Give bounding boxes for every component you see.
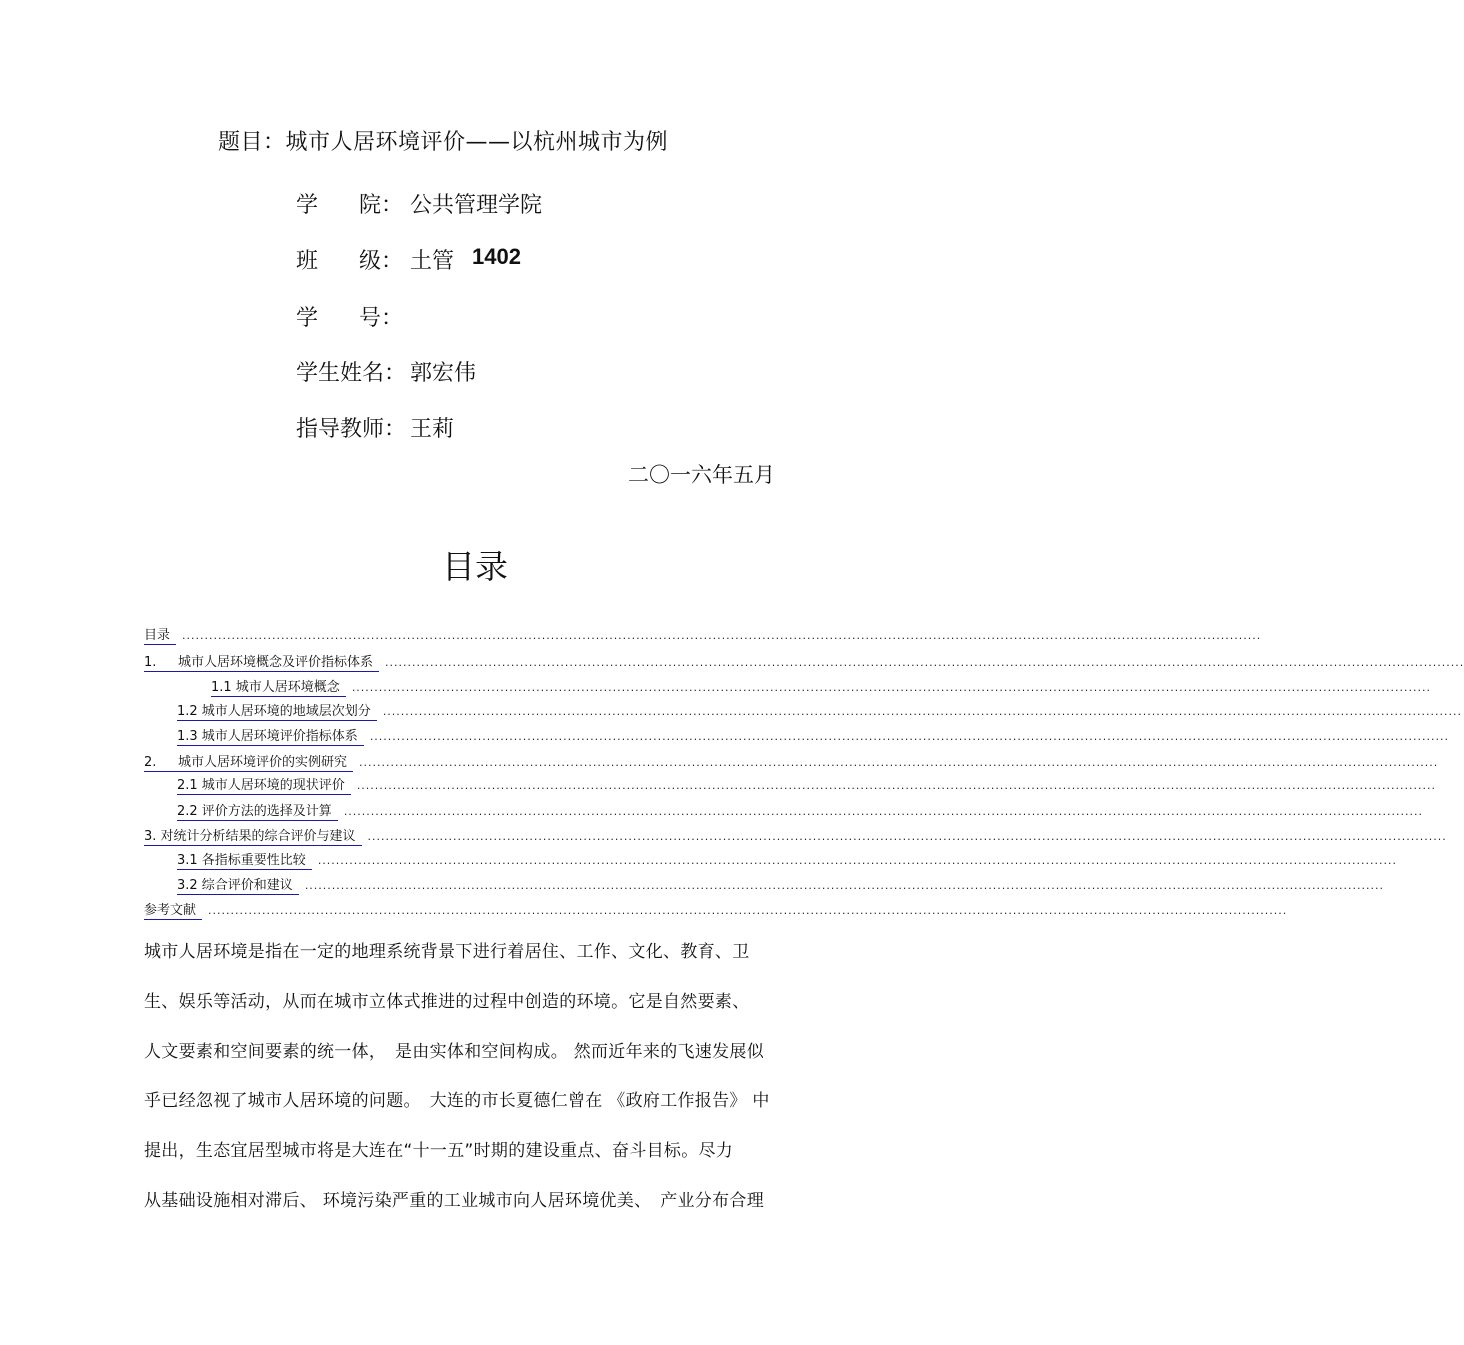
toc-leader-dots: ................................................................................................................................................................................................................................................ bbox=[182, 629, 1262, 642]
body-text-line: 生、娱乐等活动，从而在城市立体式推进的过程中创造的环境。它是自然要素、 bbox=[144, 992, 750, 1012]
college-label-b: 院： bbox=[358, 193, 403, 218]
toc-leader-dots: ................................................................................................................................................................................................................................................ bbox=[317, 854, 1397, 867]
toc-entry-label: 3.2 综合评价和建议 bbox=[177, 878, 293, 893]
toc-entry-link[interactable] bbox=[144, 628, 176, 645]
student-name-row bbox=[296, 356, 476, 387]
toc-entry-link[interactable] bbox=[211, 680, 346, 697]
toc-leader-dots: ................................................................................................................................................................................................................................................ bbox=[385, 656, 1464, 669]
college-value: 公共管理学院 bbox=[410, 193, 543, 218]
toc-leader-dots: ................................................................................................................................................................................................................................................ bbox=[359, 756, 1439, 769]
toc-entry-label: 城市人居环境概念及评价指标体系 bbox=[178, 655, 374, 670]
toc-entry-label: 目录 bbox=[144, 628, 171, 643]
toc-entry-label: 3. 对统计分析结果的综合评价与建议 bbox=[144, 829, 356, 844]
toc-entry[interactable] bbox=[211, 680, 1431, 697]
toc-entry-link[interactable] bbox=[177, 704, 377, 721]
toc-entry-number: 1. bbox=[144, 655, 157, 670]
toc-leader-dots: ................................................................................................................................................................................................................................................ bbox=[356, 779, 1436, 792]
toc-entry-label: 城市人居环境评价的实例研究 bbox=[178, 755, 348, 770]
toc-leader-dots: ................................................................................................................................................................................................................................................ bbox=[367, 830, 1447, 843]
advisor-value: 王莉 bbox=[410, 417, 455, 442]
toc-leader-dots: ................................................................................................................................................................................................................................................ bbox=[343, 805, 1423, 818]
advisor-label: 指导教师： bbox=[296, 417, 407, 442]
college-label-a: 学 bbox=[296, 193, 319, 218]
thesis-title: 题目：城市人居环境评价——以杭州城市为例 bbox=[218, 130, 669, 155]
toc-entry-label: 1.2 城市人居环境的地域层次划分 bbox=[177, 704, 371, 719]
toc-entry-label: 2.1 城市人居环境的现状评价 bbox=[177, 778, 345, 793]
toc-entry[interactable] bbox=[177, 853, 1397, 870]
toc-entry-label: 2.2 评价方法的选择及计算 bbox=[177, 804, 332, 819]
toc-entry-link[interactable] bbox=[177, 729, 364, 746]
body-text-line: 城市人居环境是指在一定的地理系统背景下进行着居住、工作、文化、教育、卫 bbox=[144, 942, 750, 962]
student-id-label-a: 学 bbox=[296, 306, 319, 331]
class-number: 1402 bbox=[472, 244, 521, 269]
toc-leader-dots: ................................................................................................................................................................................................................................................ bbox=[369, 730, 1449, 743]
student-id-label bbox=[296, 301, 403, 332]
toc-entry-link[interactable] bbox=[177, 853, 312, 870]
body-text-line: 乎已经忽视了城市人居环境的问题。 大连的市长夏德仁曾在 《政府工作报告》 中 bbox=[144, 1091, 770, 1111]
toc-heading: 目录 bbox=[442, 547, 508, 586]
toc-leader-dots: ................................................................................................................................................................................................................................................ bbox=[208, 904, 1288, 917]
toc-entry-link[interactable] bbox=[144, 755, 353, 772]
class-label bbox=[296, 244, 403, 275]
toc-entry-label: 3.1 各指标重要性比较 bbox=[177, 853, 306, 868]
toc-entry-link[interactable] bbox=[177, 778, 351, 795]
college-label bbox=[296, 188, 403, 219]
class-row bbox=[296, 244, 521, 275]
body-text-line: 人文要素和空间要素的统一体， 是由实体和空间构成。 然而近年来的飞速发展似 bbox=[144, 1042, 765, 1062]
toc-entry[interactable] bbox=[144, 903, 1288, 920]
advisor-row bbox=[296, 412, 454, 443]
toc-entry[interactable] bbox=[144, 829, 1447, 846]
class-label-b: 级： bbox=[358, 249, 403, 274]
date: 二〇一六年五月 bbox=[628, 463, 775, 487]
student-id-label-b: 号： bbox=[358, 306, 403, 331]
toc-entry-link[interactable] bbox=[177, 804, 338, 821]
class-value: 土管 bbox=[410, 249, 455, 274]
toc-entry-label: 参考文献 bbox=[144, 903, 197, 918]
toc-entry[interactable] bbox=[177, 778, 1436, 795]
student-name-value: 郭宏伟 bbox=[410, 361, 477, 386]
toc-entry[interactable] bbox=[144, 655, 1464, 672]
student-id-row bbox=[296, 301, 410, 332]
body-text-line: 从基础设施相对滞后、 环境污染严重的工业城市向人居环境优美、 产业分布合理 bbox=[144, 1191, 765, 1211]
toc-entry[interactable] bbox=[144, 628, 1262, 645]
student-name-label: 学生姓名： bbox=[296, 361, 407, 386]
body-text-line: 提出，生态宜居型城市将是大连在“十一五”时期的建设重点、奋斗目标。尽力 bbox=[144, 1141, 734, 1161]
toc-entry-link[interactable] bbox=[144, 655, 379, 672]
toc-entry[interactable] bbox=[177, 704, 1462, 721]
toc-leader-dots: ................................................................................................................................................................................................................................................ bbox=[304, 879, 1384, 892]
toc-entry-link[interactable] bbox=[144, 829, 362, 846]
toc-entry-link[interactable] bbox=[144, 903, 202, 920]
toc-leader-dots: ................................................................................................................................................................................................................................................ bbox=[351, 681, 1431, 694]
toc-leader-dots: ................................................................................................................................................................................................................................................ bbox=[382, 705, 1462, 718]
toc-entry[interactable] bbox=[177, 804, 1423, 821]
toc-entry[interactable] bbox=[177, 878, 1384, 895]
toc-entry-link[interactable] bbox=[177, 878, 299, 895]
toc-entry-number: 2. bbox=[144, 755, 157, 770]
toc-entry-label: 1.3 城市人居环境评价指标体系 bbox=[177, 729, 358, 744]
toc-entry[interactable] bbox=[177, 729, 1449, 746]
toc-entry[interactable] bbox=[144, 755, 1439, 772]
college-row bbox=[296, 188, 542, 219]
toc-entry-label: 1.1 城市人居环境概念 bbox=[211, 680, 340, 695]
class-label-a: 班 bbox=[296, 249, 319, 274]
